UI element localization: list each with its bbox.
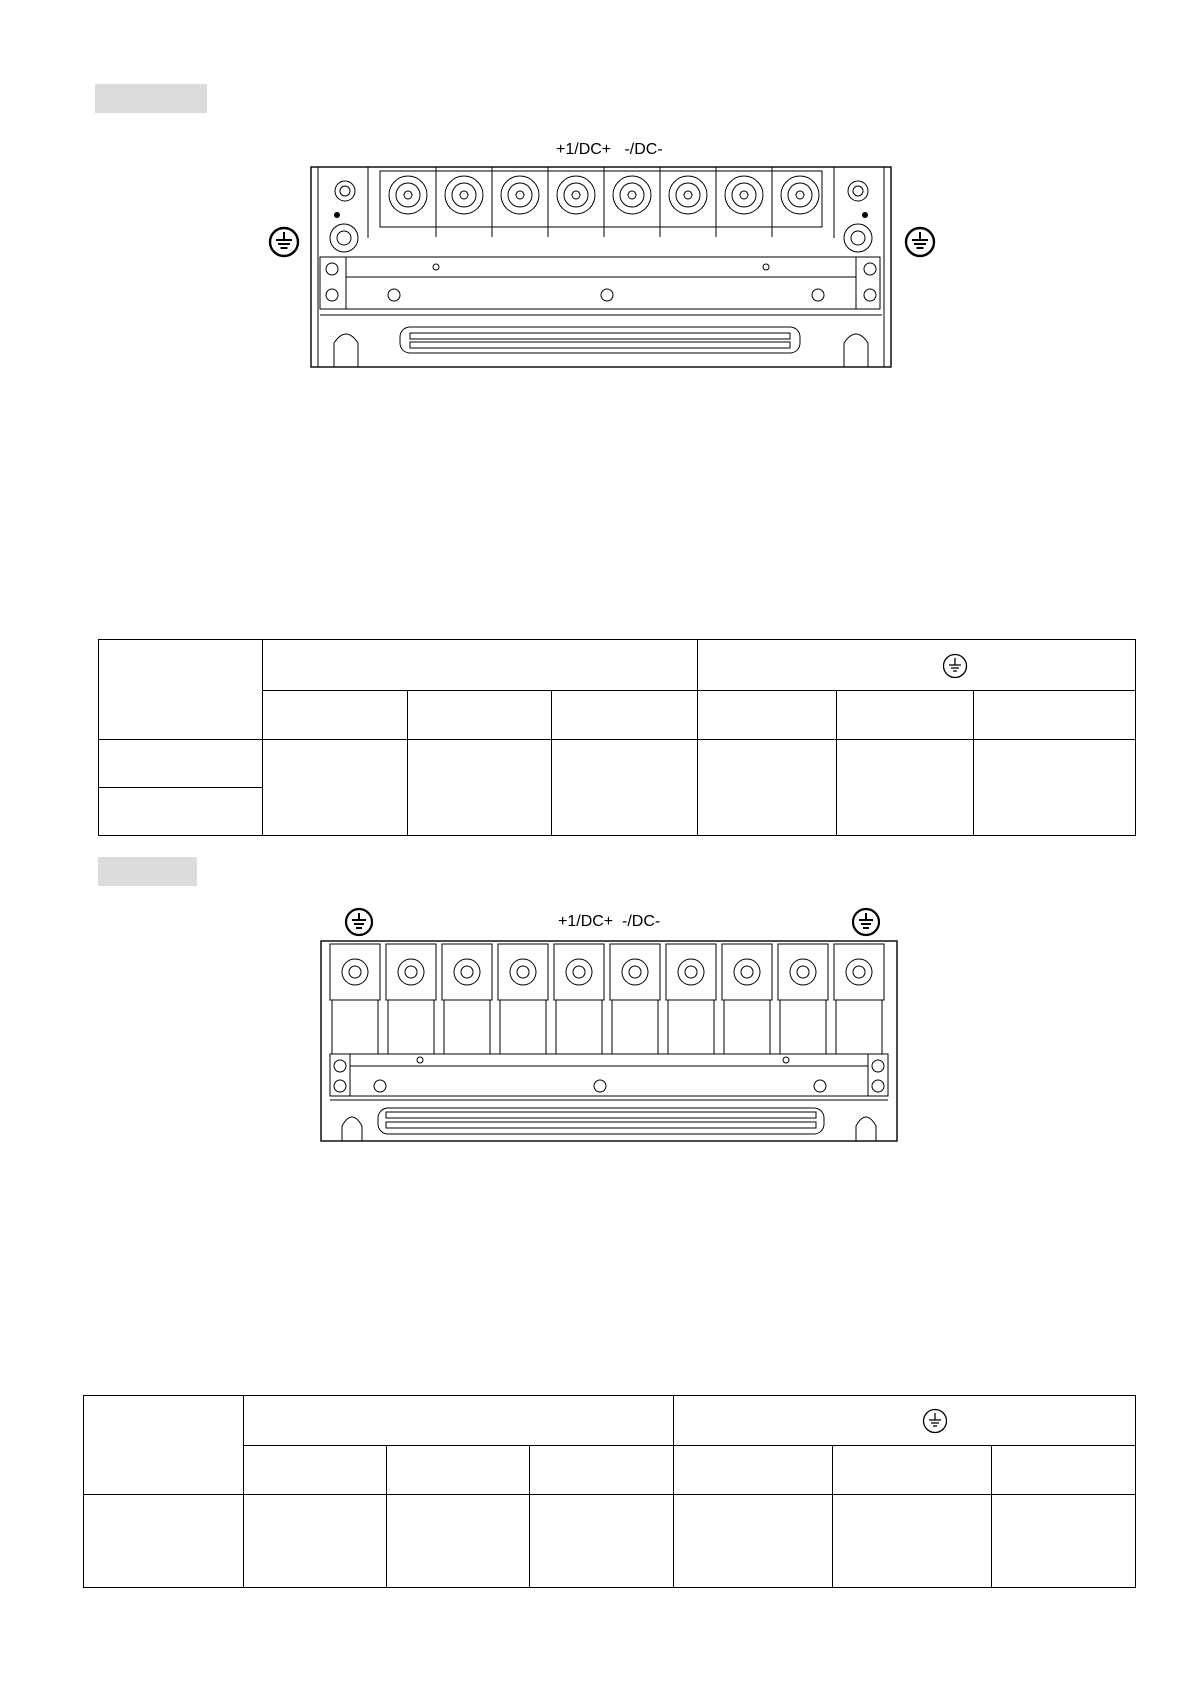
ground-table-icon-bottom: [922, 1408, 948, 1434]
cell-sub-b1: [244, 1446, 387, 1495]
cell-model-header: [99, 640, 263, 740]
cell-value-6: [974, 740, 1136, 836]
spec-table-bottom: [83, 1395, 1136, 1588]
cell-value-3: [552, 740, 698, 836]
right-ground-studs: [844, 181, 872, 252]
cell-model-row-2: [99, 788, 263, 836]
terminal-block-drawing-top: [310, 165, 894, 370]
cell-sub-6: [974, 691, 1136, 740]
cell-sub-2: [408, 691, 552, 740]
cell-sub-b5: [833, 1446, 992, 1495]
cell-model-row-b1: [84, 1495, 244, 1588]
section-tag-bottom: [98, 857, 197, 886]
cell-value-b2: [387, 1495, 530, 1588]
dc-terminal-label-bottom: +1/DC+ -/DC-: [558, 913, 661, 930]
dc-terminal-label-top: +1/DC+ -/DC-: [556, 141, 663, 158]
cell-main-circuit-header: [263, 640, 698, 691]
cell-sub-b3: [530, 1446, 674, 1495]
cell-model-header-b: [84, 1396, 244, 1495]
cell-value-b1: [244, 1495, 387, 1588]
main-terminals-bottom: [330, 944, 884, 1054]
cell-sub-b4: [674, 1446, 833, 1495]
ground-table-icon: [942, 653, 968, 679]
ground-right-icon: [904, 226, 936, 258]
ground-left-icon: [268, 226, 300, 258]
section-tag-top: [95, 84, 207, 113]
cell-sub-b2: [387, 1446, 530, 1495]
cell-value-1: [263, 740, 408, 836]
cell-sub-3: [552, 691, 698, 740]
cell-value-b3: [530, 1495, 674, 1588]
cell-value-2: [408, 740, 552, 836]
cell-sub-1: [263, 691, 408, 740]
cell-value-b6: [992, 1495, 1136, 1588]
cell-value-b5: [833, 1495, 992, 1588]
cell-model-row-1: [99, 740, 263, 788]
terminal-block-drawing-bottom: [320, 940, 900, 1145]
cell-sub-4: [698, 691, 837, 740]
cell-ground-header-b: [674, 1396, 1136, 1446]
cell-main-circuit-header-b: [244, 1396, 674, 1446]
ground-left-icon-bottom: [344, 907, 374, 937]
cell-ground-header: [698, 640, 1136, 691]
cell-value-b4: [674, 1495, 833, 1588]
ground-right-icon-bottom: [851, 907, 881, 937]
cell-value-4: [698, 740, 837, 836]
cell-value-5: [837, 740, 974, 836]
cell-sub-b6: [992, 1446, 1136, 1495]
left-ground-studs: [330, 181, 358, 252]
cell-sub-5: [837, 691, 974, 740]
spec-table-top: [98, 639, 1136, 836]
main-terminals-top: [375, 176, 819, 214]
